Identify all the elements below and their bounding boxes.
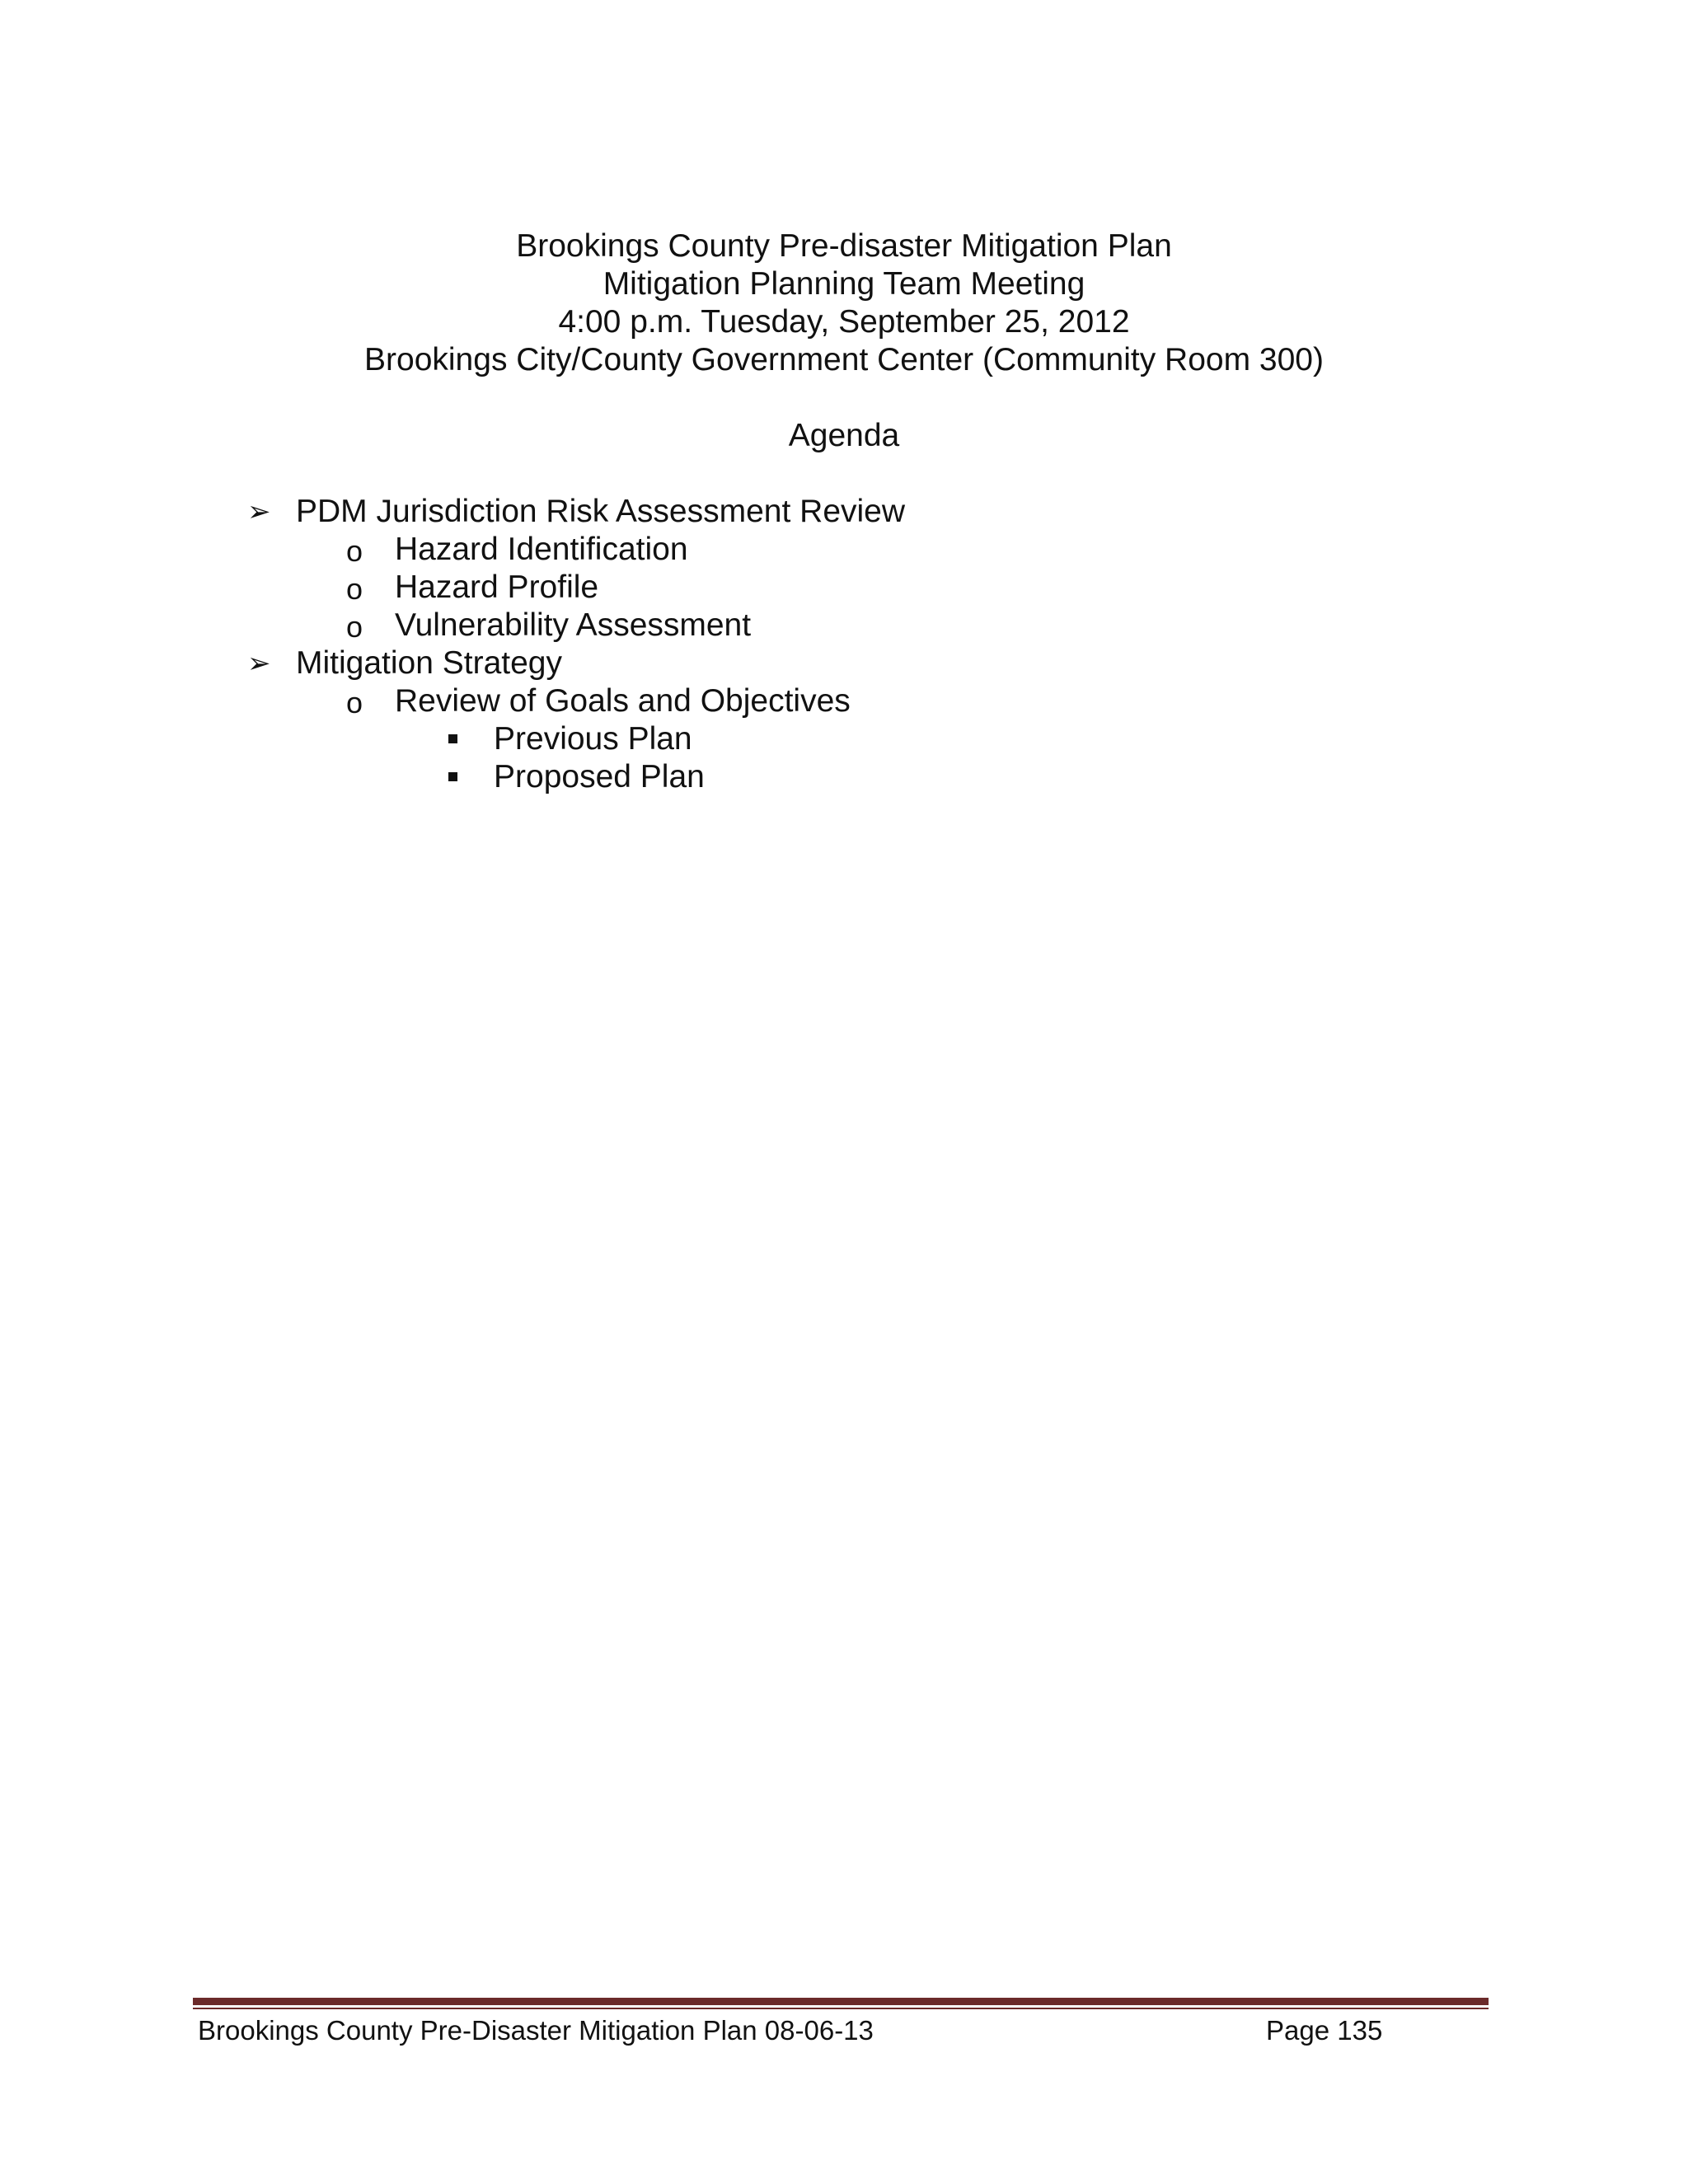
footer-rule-thin bbox=[193, 2008, 1489, 2009]
header-meeting-date: 4:00 p.m. Tuesday, September 25, 2012 bbox=[558, 304, 1130, 340]
circle-bullet-icon: o bbox=[346, 610, 363, 644]
agenda-item-risk-assessment: PDM Jurisdiction Risk Assessment Review bbox=[296, 494, 906, 529]
agenda-subitem-hazard-profile: Hazard Profile bbox=[395, 569, 599, 605]
agenda-subsubitem-proposed-plan: Proposed Plan bbox=[494, 759, 705, 794]
agenda-item-mitigation-strategy: Mitigation Strategy bbox=[296, 645, 562, 681]
document-header bbox=[0, 227, 1688, 379]
footer-document-title: Brookings County Pre-Disaster Mitigation Plan 08-06-13 bbox=[198, 2015, 874, 2046]
arrow-bullet-icon: ➢ bbox=[247, 496, 271, 527]
header-meeting-title: Mitigation Planning Team Meeting bbox=[603, 266, 1085, 302]
square-bullet-icon bbox=[448, 734, 457, 743]
circle-bullet-icon: o bbox=[346, 572, 363, 606]
agenda-subitem-hazard-identification: Hazard Identification bbox=[395, 532, 688, 567]
agenda-subitem-vulnerability-assessment: Vulnerability Assessment bbox=[395, 607, 752, 643]
header-meeting-location: Brookings City/County Government Center (Community Room 300) bbox=[364, 342, 1324, 377]
footer-page-number: Page 135 bbox=[1266, 2015, 1383, 2046]
square-bullet-icon bbox=[448, 772, 457, 781]
agenda-subitem-goals-objectives: Review of Goals and Objectives bbox=[395, 683, 851, 719]
agenda-title: Agenda bbox=[788, 418, 900, 453]
circle-bullet-icon: o bbox=[346, 534, 363, 568]
circle-bullet-icon: o bbox=[346, 686, 363, 719]
footer-rule-thick bbox=[193, 1998, 1489, 2005]
header-plan-title: Brookings County Pre-disaster Mitigation Plan bbox=[516, 228, 1172, 264]
agenda-subsubitem-previous-plan: Previous Plan bbox=[494, 721, 692, 757]
arrow-bullet-icon: ➢ bbox=[247, 648, 271, 679]
